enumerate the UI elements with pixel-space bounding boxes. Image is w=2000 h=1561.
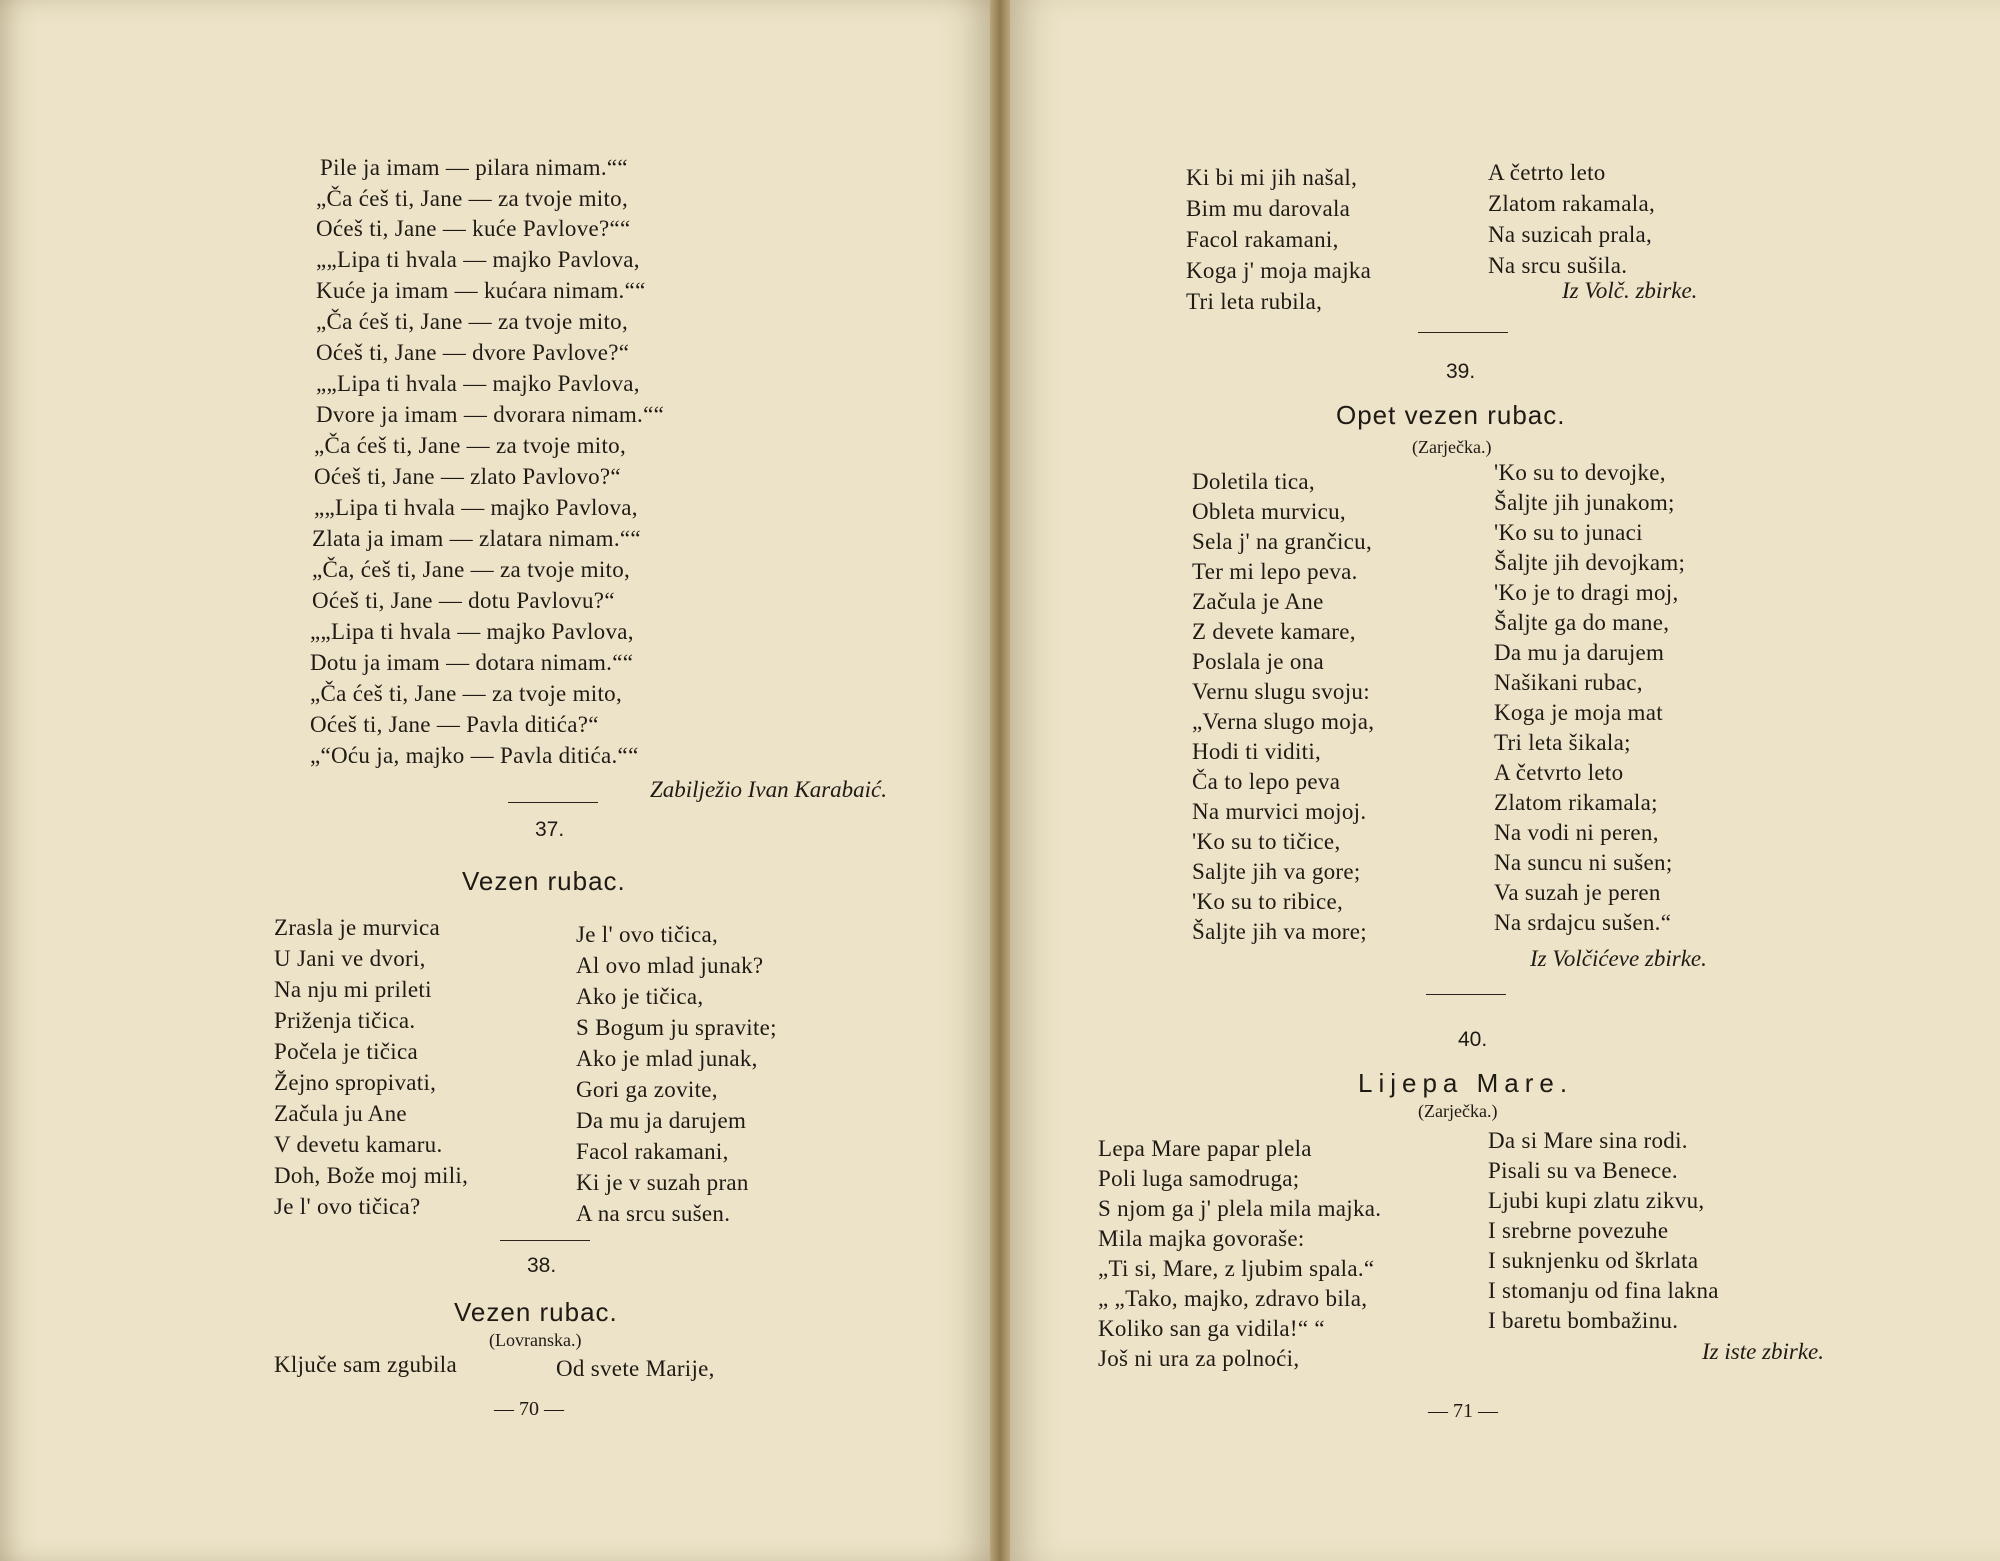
verse-line: Poslala je ona xyxy=(1192,649,1324,674)
verse-line: Lepa Mare papar plela xyxy=(1098,1136,1312,1161)
verse-line: Saljte jih va gore; xyxy=(1192,859,1361,884)
verse-line: Na suzicah prala, xyxy=(1488,222,1653,247)
verse-line: „Ča ćeš ti, Jane — za tvoje mito, xyxy=(316,309,628,334)
poem-39-region: (Zarječka.) xyxy=(1412,437,1492,457)
verse-line: U Jani ve dvori, xyxy=(274,946,426,971)
verse-line: Z devete kamare, xyxy=(1192,619,1356,644)
poem-40-region: (Zarječka.) xyxy=(1418,1101,1498,1121)
verse-line: Doh, Bože moj mili, xyxy=(274,1163,469,1188)
verse-line: „Ti si, Mare, z ljubim spala.“ xyxy=(1098,1256,1375,1281)
verse-line: Žejno spropivati, xyxy=(274,1070,437,1095)
verse-line: S njom ga j' plela mila majka. xyxy=(1098,1196,1382,1221)
section-divider xyxy=(1418,332,1508,333)
verse-line: Je l' ovo tičica, xyxy=(576,922,719,947)
verse-line: Vernu slugu svoju: xyxy=(1192,679,1370,704)
verse-line: A na srcu sušen. xyxy=(576,1201,731,1226)
verse-line: 'Ko su to devojke, xyxy=(1494,460,1666,485)
verse-line: Koliko san ga vidila!“ “ xyxy=(1098,1316,1325,1341)
verse-line: „Ča ćeš ti, Jane — za tvoje mito, xyxy=(316,186,628,211)
verse-line: Tri leta rubila, xyxy=(1186,289,1323,314)
verse-line: A četvrto leto xyxy=(1494,760,1624,785)
section-divider xyxy=(508,802,598,803)
verse-line: Pile ja imam — pilara nimam.““ xyxy=(320,155,628,180)
verse-line: Počela je tičica xyxy=(274,1039,419,1064)
verse-line: 'Ko su to tičice, xyxy=(1192,829,1341,854)
verse-line: Oćeš ti, Jane — Pavla ditića?“ xyxy=(310,712,599,737)
verse-line: Gori ga zovite, xyxy=(576,1077,718,1102)
verse-line: Zlatom rakamala, xyxy=(1488,191,1656,216)
verse-line: Facol rakamani, xyxy=(1186,227,1339,252)
verse-line: Da mu ja darujem xyxy=(1494,640,1665,665)
verse-line: I suknjenku od škrlata xyxy=(1488,1248,1699,1273)
verse-line: Hodi ti viditi, xyxy=(1192,739,1322,764)
verse-line: Pisali su va Benece. xyxy=(1488,1158,1678,1183)
verse-line: Ki je v suzah pran xyxy=(576,1170,749,1195)
poem-38-region: (Lovranska.) xyxy=(489,1330,582,1350)
verse-line: Još ni ura za polnoći, xyxy=(1098,1346,1300,1371)
poem-37-title: Vezen rubac. xyxy=(462,866,626,896)
poem-39-title: Opet vezen rubac. xyxy=(1336,400,1566,430)
verse-line: „Ča, ćeš ti, Jane — za tvoje mito, xyxy=(312,557,631,582)
verse-line: Ako je tičica, xyxy=(576,984,704,1009)
verse-line: Da si Mare sina rodi. xyxy=(1488,1128,1688,1153)
verse-line: Koga j' moja majka xyxy=(1186,258,1372,283)
verse-line: Mila majka govoraše: xyxy=(1098,1226,1305,1251)
verse-line: Na murvici mojoj. xyxy=(1192,799,1367,824)
verse-line: 'Ko su to ribice, xyxy=(1192,889,1344,914)
verse-line: Dotu ja imam — dotara nimam.““ xyxy=(310,650,634,675)
verse-line: Zrasla je murvica xyxy=(274,915,441,940)
verse-line: Oćeš ti, Jane — dotu Pavlovu?“ xyxy=(312,588,615,613)
poem-38-source: Iz Volč. zbirke. xyxy=(1562,278,1698,303)
verse-line: Al ovo mlad junak? xyxy=(576,953,764,978)
verse-line: Na srdajcu sušen.“ xyxy=(1494,910,1672,935)
verse-line: Ključe sam zgubila xyxy=(274,1352,457,1377)
verse-line: Od svete Marije, xyxy=(556,1356,715,1381)
poem-37-number: 37. xyxy=(535,818,565,841)
verse-line: Začula je Ane xyxy=(1192,589,1324,614)
verse-line: Zlata ja imam — zlatara nimam.““ xyxy=(312,526,641,551)
poem-40-title: Lijepa Mare. xyxy=(1358,1068,1574,1098)
verse-line: Ako je mlad junak, xyxy=(576,1046,758,1071)
verse-line: I stomanju od fina lakna xyxy=(1488,1278,1719,1303)
verse-line: Ter mi lepo peva. xyxy=(1192,559,1358,584)
verse-line: Obleta murvicu, xyxy=(1192,499,1346,524)
verse-line: Našikani rubac, xyxy=(1494,670,1643,695)
section-divider xyxy=(500,1240,590,1241)
verse-line: Sela j' na grančicu, xyxy=(1192,529,1373,554)
verse-line: Kuće ja imam — kućara nimam.““ xyxy=(316,278,646,303)
poem-38-title: Vezen rubac. xyxy=(454,1297,618,1327)
poem-39-number: 39. xyxy=(1446,360,1476,383)
verse-line: Koga je moja mat xyxy=(1494,700,1663,725)
verse-line: „Ča ćeš ti, Jane — za tvoje mito, xyxy=(310,681,622,706)
verse-line: I baretu bombažinu. xyxy=(1488,1308,1679,1333)
verse-line: „„Lipa ti hvala — majko Pavlova, xyxy=(314,495,638,520)
verse-line: Šaljte jih devojkam; xyxy=(1494,550,1686,575)
verse-line: Dvore ja imam — dvorara nimam.““ xyxy=(316,402,665,427)
verse-line: Ča to lepo peva xyxy=(1192,769,1341,794)
book-gutter xyxy=(990,0,1010,1561)
verse-line: Začula ju Ane xyxy=(274,1101,407,1126)
section-divider xyxy=(1426,994,1506,995)
verse-line: Poli luga samodruga; xyxy=(1098,1166,1300,1191)
verse-line: Na srcu sušila. xyxy=(1488,253,1628,278)
verse-line: V devetu kamaru. xyxy=(274,1132,443,1157)
verse-line: „„Lipa ti hvala — majko Pavlova, xyxy=(316,371,640,396)
verse-line: „Ča ćeš ti, Jane — za tvoje mito, xyxy=(314,433,626,458)
verse-line: „„Lipa ti hvala — majko Pavlova, xyxy=(316,247,640,272)
verse-line: Šaljte jih va more; xyxy=(1192,919,1367,944)
verse-line: Oćeš ti, Jane — zlato Pavlovo?“ xyxy=(314,464,621,489)
verse-line: Tri leta šikala; xyxy=(1494,730,1631,755)
verse-line: Priženja tičica. xyxy=(274,1008,416,1033)
verse-line: Va suzah je peren xyxy=(1494,880,1661,905)
verse-line: „„Lipa ti hvala — majko Pavlova, xyxy=(310,619,634,644)
poem-36-source: Zabilježio Ivan Karabaić. xyxy=(650,777,888,802)
verse-line: Facol rakamani, xyxy=(576,1139,729,1164)
verse-line: 'Ko su to junaci xyxy=(1494,520,1643,545)
poem-40-number: 40. xyxy=(1458,1028,1488,1051)
verse-line: Na nju mi prileti xyxy=(274,977,432,1002)
verse-line: Na suncu ni sušen; xyxy=(1494,850,1673,875)
verse-line: A četrto leto xyxy=(1488,160,1606,185)
poem-39-source: Iz Volčićeve zbirke. xyxy=(1530,946,1707,971)
verse-line: Je l' ovo tičica? xyxy=(274,1194,421,1219)
page-number: — 71 — xyxy=(1428,1400,1498,1422)
verse-line: Da mu ja darujem xyxy=(576,1108,747,1133)
verse-line: S Bogum ju spravite; xyxy=(576,1015,777,1040)
verse-line: Šaljte ga do mane, xyxy=(1494,610,1670,635)
verse-line: Šaljte jih junakom; xyxy=(1494,490,1675,515)
verse-line: Zlatom rikamala; xyxy=(1494,790,1658,815)
verse-line: „“Oću ja, majko — Pavla ditića.““ xyxy=(310,743,639,768)
page-number: — 70 — xyxy=(494,1398,564,1420)
verse-line: 'Ko je to dragi moj, xyxy=(1494,580,1679,605)
verse-line: I srebrne povezuhe xyxy=(1488,1218,1669,1243)
poem-38-number: 38. xyxy=(527,1254,557,1277)
verse-line: Ljubi kupi zlatu zikvu, xyxy=(1488,1188,1705,1213)
verse-line: Doletila tica, xyxy=(1192,469,1315,494)
verse-line: Ki bi mi jih našal, xyxy=(1186,165,1358,190)
verse-line: Oćeš ti, Jane — dvore Pavlove?“ xyxy=(316,340,630,365)
verse-line: „ „Tako, majko, zdravo bila, xyxy=(1098,1286,1368,1311)
verse-line: „Verna slugo moja, xyxy=(1192,709,1375,734)
poem-40-source: Iz iste zbirke. xyxy=(1702,1339,1825,1364)
verse-line: Oćeš ti, Jane — kuće Pavlove?““ xyxy=(316,216,631,241)
verse-line: Na vodi ni peren, xyxy=(1494,820,1659,845)
verse-line: Bim mu darovala xyxy=(1186,196,1351,221)
